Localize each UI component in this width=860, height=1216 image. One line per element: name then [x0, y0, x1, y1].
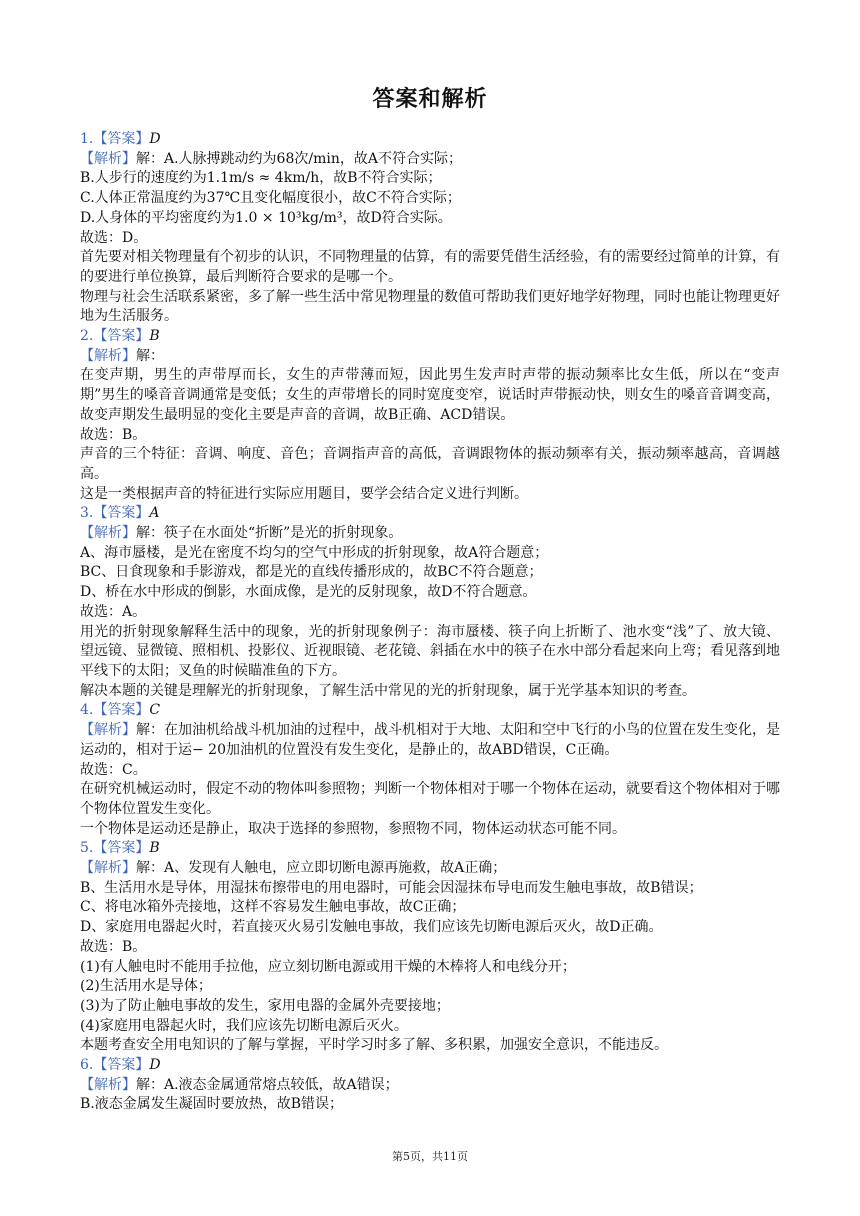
analysis-line: B.液态金属发生凝固时要放热，故B错误；: [80, 1096, 344, 1113]
answer-value: D: [149, 131, 161, 147]
summary-paragraph: 用光的折射现象解释生活中的现象，光的折射现象例子：海市蜃楼、筷子向上折断了、池水变“浅”了、放大镜、望远镜、显微镜、照相机、投影仪、近视眼镜、老花镜、斜插在水中的筷子在水中部分看起来向上弯；看见落到地平线下的太阳；叉鱼的时候瞄准鱼的下方。: [80, 623, 780, 679]
summary-paragraph: 一个物体是运动还是静止，取决于选择的参照物，参照物不同，物体运动状态可能不同。: [80, 820, 626, 837]
answer-tag: 【答案】: [93, 505, 150, 522]
question-block: [80, 130, 780, 327]
summary-paragraph: 声音的三个特征：音调、响度、音色；音调指声音的高低，音调跟物体的振动频率有关，振动频率越高，音调越高。: [80, 446, 780, 482]
analysis-tag: 【解析】: [80, 722, 136, 739]
summary-paragraph: 物理与社会生活联系紧密，多了解一些生活中常见物理量的数值可帮助我们更好地学好物理，同时也能让物理更好地为生活服务。: [80, 288, 780, 325]
analysis-line: D、家庭用电器起火时，若直接灭火易引发触电事故，我们应该先切断电源后灭火，故D正确。: [80, 919, 663, 936]
answer-content: [80, 130, 780, 1115]
analysis-tag: 【解析】: [80, 347, 136, 364]
question-number: 6.: [80, 1057, 94, 1074]
analysis-line: [80, 721, 780, 760]
answer-tag: 【答案】: [93, 702, 150, 719]
answer-line: [80, 130, 780, 150]
question-number: 5.: [80, 840, 94, 857]
analysis-line: 故选：B。: [80, 938, 147, 955]
summary-paragraph: 首先要对相关物理量有个初步的认识，不同物理量的估算，有的需要凭借生活经验，有的需要经过简单的计算，有的要进行单位换算，最后判断符合要求的是哪一个。: [80, 249, 780, 285]
answer-tag: 【答案】: [93, 840, 150, 857]
answer-line: [80, 701, 780, 721]
answer-line: [80, 504, 780, 524]
question-number: 4.: [80, 702, 94, 719]
analysis-line: C、将电冰箱外壳接地，这样不容易发生触电事故，故C正确；: [80, 899, 466, 916]
analysis-tag: 【解析】: [80, 860, 136, 877]
analysis-line: [80, 524, 780, 544]
analysis-line: 故选：C。: [80, 761, 147, 778]
analysis-line: B.人步行的速度约为1.1m/s ≈ 4km/h，故B不符合实际；: [80, 170, 442, 187]
analysis-line: [80, 859, 780, 879]
analysis-line: C.人体正常温度约为37℃且变化幅度很小，故C不符合实际；: [80, 190, 461, 207]
analysis-paragraph: 在变声期，男生的声带厚而长，女生的声带薄而短，因此男生发声时声带的振动频率比女生低，所以在“变声期”男生的嗓音音调通常是变低；女生的声带增长的同时宽度变窄，说话时声带振动快，则女生的嗓音音调变高，故变声期发生最明显的变化主要是声音的音调，故B正确、ACD错误。: [80, 367, 780, 423]
analysis-line: B、生活用水是导体，用湿抹布擦带电的用电器时，可能会因湿抹布导电而发生触电事故，故B错误；: [80, 879, 703, 896]
analysis-line: 本题考查安全用电知识的了解与掌握，平时学习时多了解、多积累，加强安全意识，不能违反。: [80, 1037, 668, 1054]
analysis-line: D.人身体的平均密度约为1.0 × 10³kg/m³，故D符合实际。: [80, 209, 452, 226]
analysis-line: D、桥在水中形成的倒影，水面成像，是光的反射现象，故D不符合题意。: [80, 584, 537, 601]
answer-line: [80, 839, 780, 859]
analysis-line: 故选：A。: [80, 603, 147, 620]
question-number: 2.: [80, 328, 94, 345]
question-number: 3.: [80, 505, 94, 522]
analysis-line: (4)家庭用电器起火时，我们应该先切断电源后灭火。: [80, 1017, 408, 1034]
analysis-line: 故选：B。: [80, 426, 147, 443]
page-title: 答案和解析: [372, 87, 488, 112]
answer-tag: 【答案】: [93, 328, 150, 345]
analysis-text: 解：A、发现有人触电，应立即切断电源再施救，故A正确；: [136, 860, 507, 877]
analysis-text: 解：A.人脉搏跳动约为68次/min，故A不符合实际；: [136, 150, 462, 167]
analysis-text: 解：在加油机给战斗机加油的过程中，战斗机相对于大地、太阳和空中飞行的小鸟的位置在发生变化，是运动的，相对于运− 20加油机的位置没有发生变化，是静止的，故ABD错误，C正确。: [80, 722, 780, 758]
question-number: 1.: [80, 131, 94, 147]
question-block: [80, 701, 780, 839]
analysis-line: (2)生活用水是导体；: [80, 978, 212, 995]
summary-paragraph: 在研究机械运动时，假定不动的物体叫参照物；判断一个物体相对于哪一个物体在运动，就要看这个物体相对于哪个物体位置发生变化。: [80, 781, 780, 817]
analysis-line: [80, 1076, 780, 1096]
page-footer: 第5页，共11页: [392, 1150, 468, 1163]
analysis-tag: 【解析】: [80, 1076, 136, 1093]
answer-value: B: [149, 328, 160, 345]
analysis-text: 解：: [136, 347, 164, 364]
analysis-line: 故选：D。: [80, 229, 148, 246]
analysis-line: BC、日食现象和手影游戏，都是光的直线传播形成的，故BC不符合题意；: [80, 564, 543, 581]
question-block: [80, 839, 780, 1056]
answer-value: A: [149, 505, 160, 522]
answer-tag: 【答案】: [93, 1057, 150, 1074]
answer-value: C: [149, 702, 161, 719]
analysis-line: [80, 347, 780, 367]
analysis-text: 解：筷子在水面处“折断”是光的折射现象。: [136, 525, 403, 542]
analysis-line: (3)为了防止触电事故的发生，家用电器的金属外壳要接地；: [80, 997, 450, 1014]
analysis-tag: 【解析】: [80, 150, 136, 167]
question-block: [80, 1056, 780, 1115]
answer-line: [80, 1056, 780, 1076]
answer-value: D: [149, 1057, 161, 1074]
summary-paragraph: 这是一类根据声音的特征进行实际应用题目，要学会结合定义进行判断。: [80, 485, 528, 502]
question-block: [80, 504, 780, 701]
analysis-text: 解：A.液态金属通常熔点较低，故A错误；: [136, 1076, 399, 1093]
question-block: [80, 327, 780, 504]
analysis-line: A、海市蜃楼，是光在密度不均匀的空气中形成的折射现象，故A符合题意；: [80, 544, 549, 561]
answer-value: B: [149, 840, 160, 857]
analysis-tag: 【解析】: [80, 525, 136, 542]
answer-tag: 【答案】: [93, 131, 150, 147]
answer-line: [80, 327, 780, 347]
analysis-line: (1)有人触电时不能用手拉他，应立刻切断电源或用干燥的木棒将人和电线分开；: [80, 958, 576, 975]
summary-paragraph: 解决本题的关键是理解光的折射现象，了解生活中常见的光的折射现象，属于光学基本知识的考查。: [80, 682, 696, 699]
analysis-line: [80, 150, 780, 170]
